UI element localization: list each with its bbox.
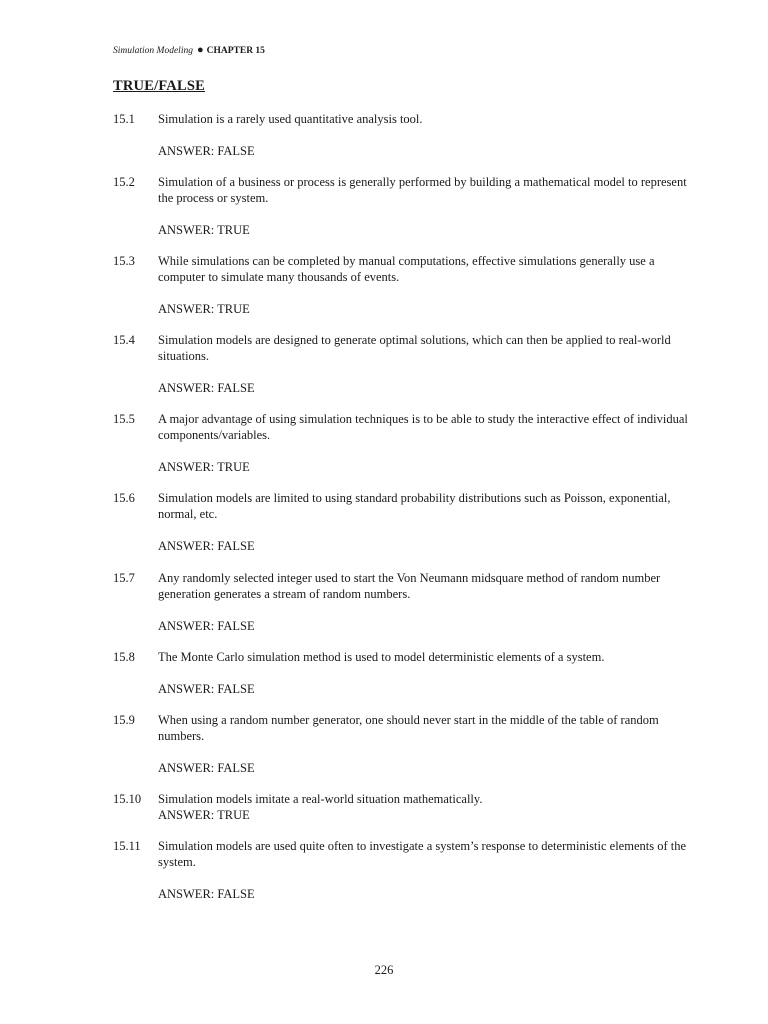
question-text: Any randomly selected integer used to start the Von Neumann midsquare method of random number generation generates a stream of random numbers. [158,571,661,601]
question-number: 15.2 [113,175,135,189]
question-number: 15.8 [113,650,135,664]
book-title: Simulation Modeling [113,46,193,56]
question-number: 15.9 [113,713,135,727]
question-number: 15.4 [113,333,135,347]
section-title: TRUE/FALSE [113,78,205,94]
question-number: 15.6 [113,491,135,505]
question-answer: ANSWER: FALSE [158,381,255,395]
question-text: Simulation of a business or process is generally performed by building a mathematical model to represent the process or system. [158,175,687,205]
question-number: 15.1 [113,112,135,126]
question-answer: ANSWER: FALSE [158,887,255,901]
question-text: Simulation models are limited to using standard probability distributions such as Poisson, exponential, normal, etc. [158,491,671,521]
page-number: 226 [374,963,394,977]
question-text: While simulations can be completed by manual computations, effective simulations generally use a computer to simulate many thousands of events. [158,254,655,284]
question-number: 15.3 [113,254,135,268]
question-item [113,649,703,697]
question-answer: ANSWER: FALSE [158,761,255,775]
question-item [113,712,703,776]
question-answer: ANSWER: TRUE [158,808,250,822]
question-answer: ANSWER: FALSE [158,682,255,696]
question-item [113,838,703,902]
question-item [113,174,703,238]
question-text: A major advantage of using simulation techniques is to be able to study the interactive effect of individual components/variables. [158,412,688,442]
question-answer: ANSWER: TRUE [158,223,250,237]
bullet-separator: ● [196,44,204,56]
question-item [113,111,703,159]
question-answer: ANSWER: FALSE [158,539,255,553]
question-number: 15.7 [113,571,135,585]
question-text: When using a random number generator, one should never start in the middle of the table of random numbers. [158,713,659,743]
question-number: 15.11 [113,839,141,853]
question-number: 15.10 [113,792,142,806]
question-answer: ANSWER: TRUE [158,460,250,474]
question-text: Simulation models are designed to generate optimal solutions, which can then be applied to real-world situations. [158,333,671,363]
question-item [113,253,703,317]
question-answer: ANSWER: TRUE [158,302,250,316]
question-answer: ANSWER: FALSE [158,144,255,158]
question-text: Simulation is a rarely used quantitative analysis tool. [158,112,423,126]
question-item [113,570,703,634]
question-answer: ANSWER: FALSE [158,619,255,633]
question-number: 15.5 [113,412,135,426]
question-item [113,411,703,475]
question-item [113,332,703,396]
question-item [113,791,703,823]
question-text: Simulation models are used quite often to investigate a system’s response to deterministic elements of the system. [158,839,687,869]
question-item [113,490,703,554]
chapter-label: CHAPTER 15 [206,46,265,56]
question-text: Simulation models imitate a real-world situation mathematically. [158,792,483,806]
question-text: The Monte Carlo simulation method is used to model deterministic elements of a system. [158,650,605,664]
